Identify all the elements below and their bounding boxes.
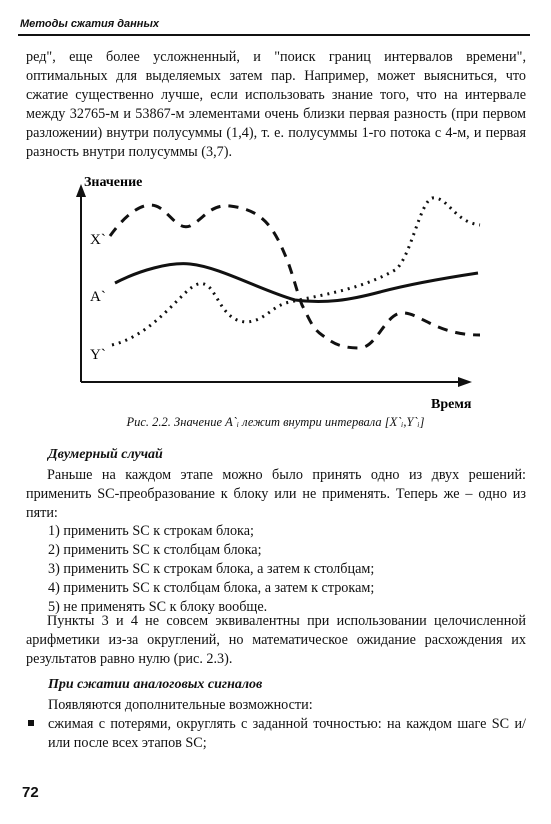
page-number: 72: [22, 784, 39, 801]
x-axis-label: Время: [431, 397, 472, 412]
options-list: [48, 522, 528, 617]
curve-x-upper: [110, 205, 480, 348]
list-item: 5) не применять SC к блоку вообще.: [48, 599, 268, 615]
bullet-item: [26, 715, 526, 753]
heading-analog: При сжатии аналоговых сигналов: [48, 677, 263, 692]
label-y: Y`: [90, 347, 106, 363]
figure-2-2: [60, 170, 490, 415]
y-axis-label: Значение: [84, 175, 143, 190]
curve-y-lower: [112, 198, 480, 345]
figure-caption: Рис. 2.2. Значение A`ᵢ лежит внутри интервала [X`ᵢ,Y`ᵢ]: [126, 415, 425, 429]
bullet-icon: [28, 720, 34, 726]
x-axis-arrow: [458, 377, 472, 387]
list-item: 2) применить SC к столбцам блока;: [48, 542, 262, 558]
bullet-text: сжимая с потерями, округлять с заданной точностью: на каждом шаге SC и/или после всех этапов SC;: [48, 716, 526, 751]
heading-2d-case: Двумерный случай: [48, 447, 163, 462]
header-rule: [18, 34, 530, 36]
running-header: Методы сжатия данных: [20, 18, 159, 30]
paragraph-top: ред", еще более усложненный, и "поиск границ интервалов времени", оптимальных для выделяемых затем пар. Например, может выясниться, что сжатие существенно лучше, если использовать знание того, что на интервале между 32765-м и 53867-м элементами очень близки первая разность (при первом разложении) внутри полусуммы (1,4), т. е. полусуммы 1-го потока с 4-м, и первая разность внутри полусуммы (3,7).: [26, 49, 526, 160]
label-a: A`: [90, 289, 106, 305]
paragraph-analog-intro: Появляются дополнительные возможности:: [48, 697, 313, 713]
list-item: 3) применить SC к строкам блока, а затем к столбцам;: [48, 561, 375, 577]
curve-a-middle: [115, 264, 478, 302]
paragraph-rounding: Пункты 3 и 4 не совсем эквивалентны при использовании целочисленной арифметики из-за округлений, но математическое ожидание расхождения их результатов равно нулю (рис. 2.3).: [26, 613, 526, 667]
paragraph-2d: Раньше на каждом этапе можно было принять одно из двух решений: применить SC-преобразование к блоку или не применять. Теперь же – одно из пяти:: [26, 467, 526, 521]
list-item: 1) применить SC к строкам блока;: [48, 523, 254, 539]
list-item: 4) применить SC к столбцам блока, а затем к строкам;: [48, 580, 375, 596]
label-x: X`: [90, 232, 106, 248]
